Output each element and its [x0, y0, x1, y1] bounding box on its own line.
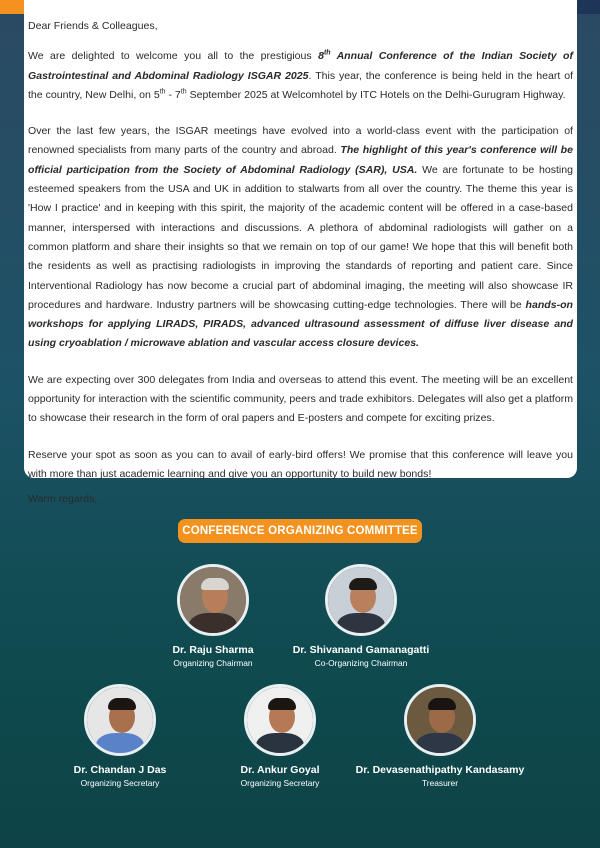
- member-role: Treasurer: [422, 778, 458, 788]
- member-name: Dr. Ankur Goyal: [240, 764, 320, 776]
- committee-member: [30, 684, 210, 789]
- committee-member: [350, 684, 530, 789]
- member-name: Dr. Raju Sharma: [172, 644, 254, 656]
- member-photo: [404, 684, 476, 756]
- member-name: Dr. Chandan J Das: [73, 764, 167, 776]
- member-role: Organizing Chairman: [173, 658, 253, 668]
- workshops-highlight: hands-on workshops for applying LIRADS, PIRADS, advanced ultrasound assessment of diffuse liver disease and using cryoablation / microwave ablation and vascular access closure devices.: [28, 298, 573, 350]
- member-name: Dr. Devasenathipathy Kandasamy: [355, 764, 525, 776]
- member-photo: [244, 684, 316, 756]
- committee-title-badge: CONFERENCE ORGANIZING COMMITTEE: [178, 519, 422, 543]
- letter-paragraph-1: We are delighted to welcome you all to the prestigious 8th Annual Conference of the Indian Society of Gastrointestinal and Abdominal Radiology ISGAR 2025. This year, the conference is being held in the heart of the country, New Delhi, on 5th - 7th September 2025 at Welcomhotel by ITC Hotels on the Delhi-Gurugram Highway.: [28, 49, 574, 101]
- member-role: Organizing Secretary: [240, 778, 320, 788]
- sar-highlight: The highlight of this year's conference will be official participation from the Society of Abdominal Radiology (SAR), USA.: [28, 144, 573, 176]
- member-photo: [177, 564, 249, 636]
- letter-paragraph-3: We are expecting over 300 delegates from India and overseas to attend this event. The meeting will be an excellent opportunity for interaction with the scientific community, peers and trade exhibitors. Delegates will also get a platform to showcase their research in the form of oral papers and E-posters and compete for exciting prizes.: [28, 373, 573, 425]
- committee-member: [271, 564, 451, 669]
- member-role: Co-Organizing Chairman: [314, 658, 408, 668]
- letter-paragraph-4: Reserve your spot as soon as you can to avail of early-bird offers! We promise that this conference will leave you with more than just academic learning and give you an opportunity to build new bonds!: [28, 448, 573, 480]
- committee-member: [190, 684, 370, 789]
- letter-paragraph-2: Over the last few years, the ISGAR meetings have evolved into a world-class event with the participation of renowned specialists from many parts of the country and abroad. The highlight of this year's conference will be official participation from the Society of Abdominal Radiology (SAR), USA. We are fortunate to be hosting esteemed speakers from the USA and UK in addition to stalwarts from all over the country. The theme this year is 'How I practice' and in keeping with this spirit, the majority of the academic content will be offered in a case-based manner, interspersed with interactions and discussions. A plethora of abdominal radiologists will gather on a common platform and share their insights so that we remain on top of our game! We hope that this will benefit both the residents as well as practising radiologists in improving the standards of reporting and patient care. Since Interventional Radiology has now become a crucial part of abdominal imaging, the meeting will also showcase IR procedures and hardware. Industry partners will be showcasing cutting-edge technologies. There will be hands-on workshops for applying LIRADS, PIRADS, advanced ultrasound assessment of diffuse liver disease and using cryoablation / microwave ablation and vascular access closure devices.: [28, 125, 573, 350]
- member-name: Dr. Shivanand Gamanagatti: [292, 644, 430, 656]
- member-role: Organizing Secretary: [80, 778, 160, 788]
- letter-signoff: Warm regards,: [28, 493, 98, 506]
- member-photo: [84, 684, 156, 756]
- member-photo: [325, 564, 397, 636]
- letter-greeting: Dear Friends & Colleagues,: [28, 20, 158, 32]
- welcome-letter: [24, 0, 577, 506]
